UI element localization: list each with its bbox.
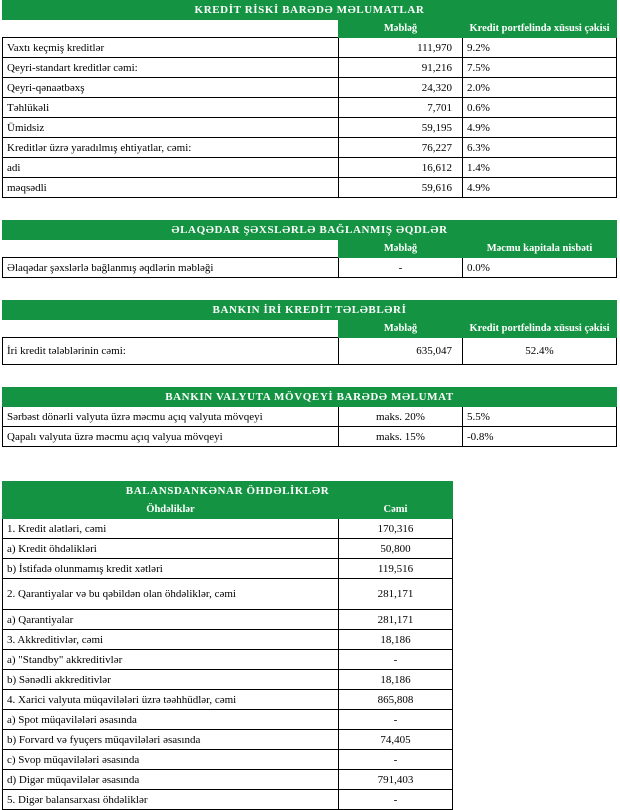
column-header-amount: Məbləğ (339, 20, 463, 38)
table-row (3, 178, 617, 198)
row-amount: 76,227 (339, 138, 463, 158)
row-value: -0.8% (463, 427, 617, 447)
row-amount: 635,047 (339, 338, 463, 365)
row-label: Vaxtı keçmiş kreditlər (3, 38, 339, 58)
row-value: - (339, 750, 453, 770)
row-value: 170,316 (339, 519, 453, 539)
row-label: Əlaqədar şəxslərlə bağlanmış əqdlərin məbləği (3, 258, 339, 278)
table-row (3, 519, 453, 539)
row-amount: 91,216 (339, 58, 463, 78)
section-related-parties (2, 220, 617, 278)
row-label: b) İstifadə olunmamış kredit xətləri (3, 559, 339, 579)
column-header-blank (3, 320, 339, 338)
row-label: 4. Xarici valyuta müqavilələri üzrə təəhhüdlər, cəmi (3, 690, 339, 710)
row-value: 50,800 (339, 539, 453, 559)
row-label: a) Spot müqavilələri əsasında (3, 710, 339, 730)
section-title-row (3, 301, 617, 320)
section-title: KREDİT RİSKİ BARƏDƏ MƏLUMATLAR (3, 1, 617, 20)
row-value: 281,171 (339, 579, 453, 610)
row-label: c) Svop müqavilələri əsasında (3, 750, 339, 770)
table-row (3, 78, 617, 98)
table-row (3, 258, 617, 278)
row-label: Ümidsiz (3, 118, 339, 138)
row-share: 4.9% (463, 178, 617, 198)
row-label: a) Kredit öhdəlikləri (3, 539, 339, 559)
section-title: ƏLAQƏDAR ŞƏXSLƏRLƏ BAĞLANMIŞ ƏQDLƏR (3, 221, 617, 240)
column-header-row (3, 20, 617, 38)
column-header-row (3, 320, 617, 338)
row-value: 281,171 (339, 610, 453, 630)
section-title-row (3, 388, 617, 407)
column-header-blank (3, 240, 339, 258)
row-label: a) Qarantiyalar (3, 610, 339, 630)
row-value: - (339, 790, 453, 810)
table-row (3, 118, 617, 138)
row-label: 5. Digər balansarxası öhdəliklər (3, 790, 339, 810)
row-label: İri kredit tələblərinin cəmi: (3, 338, 339, 365)
row-value: 791,403 (339, 770, 453, 790)
section-credit-risk (2, 0, 617, 198)
table-row (3, 790, 453, 810)
row-share: 9.2% (463, 38, 617, 58)
row-label: adi (3, 158, 339, 178)
row-amount: 24,320 (339, 78, 463, 98)
row-value: 18,186 (339, 630, 453, 650)
row-label: d) Digər müqavilələr əsasında (3, 770, 339, 790)
row-label: Kreditlər üzrə yaradılmış ehtiyatlar, cəmi: (3, 138, 339, 158)
section-title-row (3, 1, 617, 20)
table-row (3, 407, 617, 427)
section-title: BANKIN VALYUTA MÖVQEYİ BARƏDƏ MƏLUMAT (3, 388, 617, 407)
row-label: b) Sənədli akkreditivlər (3, 670, 339, 690)
row-amount: 16,612 (339, 158, 463, 178)
row-label: Qeyri-qənaətbəxş (3, 78, 339, 98)
row-amount: 7,701 (339, 98, 463, 118)
table-row (3, 650, 453, 670)
table-row (3, 338, 617, 365)
table-row (3, 158, 617, 178)
section-title: BALANSDANKƏNAR ÖHDƏLİKLƏR (3, 482, 453, 501)
row-label: 2. Qarantiyalar və bu qəbildən olan öhdəliklər, cəmi (3, 579, 339, 610)
column-header-amount: Məbləğ (339, 240, 463, 258)
section-title-row (3, 221, 617, 240)
row-label: 3. Akkreditivlər, cəmi (3, 630, 339, 650)
column-header-capital-ratio: Məcmu kapitala nisbəti (463, 240, 617, 258)
spacer (0, 278, 620, 300)
row-label: Qeyri-standart kreditlər cəmi: (3, 58, 339, 78)
column-header-row (3, 240, 617, 258)
row-value: 119,516 (339, 559, 453, 579)
table-row (3, 710, 453, 730)
column-header-share: Kredit portfelində xüsusi çəkisi (463, 20, 617, 38)
section-large-credits (2, 300, 617, 365)
row-label: 1. Kredit alətləri, cəmi (3, 519, 339, 539)
column-header-total: Cəmi (339, 501, 453, 519)
row-share: 4.9% (463, 118, 617, 138)
column-header-amount: Məbləğ (339, 320, 463, 338)
row-label: a) "Standby" akkreditivlər (3, 650, 339, 670)
table-row (3, 58, 617, 78)
row-label: Təhlükəli (3, 98, 339, 118)
row-share: 52.4% (463, 338, 617, 365)
row-share: 2.0% (463, 78, 617, 98)
row-value: 18,186 (339, 670, 453, 690)
column-header-obligations: Öhdəliklər (3, 501, 339, 519)
row-ratio: 0.0% (463, 258, 617, 278)
table-row (3, 138, 617, 158)
row-label: b) Forvard və fyuçers müqavilələri əsasında (3, 730, 339, 750)
row-share: 1.4% (463, 158, 617, 178)
table-row (3, 630, 453, 650)
table-row (3, 610, 453, 630)
section-title-row (3, 482, 453, 501)
section-currency-position (2, 387, 617, 447)
table-row (3, 98, 617, 118)
section-title: BANKIN İRİ KREDİT TƏLƏBLƏRİ (3, 301, 617, 320)
table-row (3, 38, 617, 58)
row-label: Qapalı valyuta üzrə məcmu açıq valyua mövqeyi (3, 427, 339, 447)
spacer (0, 198, 620, 220)
row-amount: 59,616 (339, 178, 463, 198)
row-share: 0.6% (463, 98, 617, 118)
row-value: 74,405 (339, 730, 453, 750)
row-value: 5.5% (463, 407, 617, 427)
row-amount: 59,195 (339, 118, 463, 138)
table-row (3, 579, 453, 610)
spacer (0, 447, 620, 481)
row-value: 865,808 (339, 690, 453, 710)
row-label: Sərbəst dönərli valyuta üzrə məcmu açıq valyuta mövqeyi (3, 407, 339, 427)
row-value: - (339, 710, 453, 730)
row-value: - (339, 650, 453, 670)
column-header-blank (3, 20, 339, 38)
row-amount: - (339, 258, 463, 278)
column-header-row (3, 501, 453, 519)
table-row (3, 670, 453, 690)
spacer (0, 365, 620, 387)
row-share: 6.3% (463, 138, 617, 158)
table-row (3, 539, 453, 559)
table-row (3, 559, 453, 579)
row-label: məqsədli (3, 178, 339, 198)
table-row (3, 730, 453, 750)
row-limit: maks. 15% (339, 427, 463, 447)
table-row (3, 427, 617, 447)
table-row (3, 750, 453, 770)
row-amount: 111,970 (339, 38, 463, 58)
table-row (3, 690, 453, 710)
row-share: 7.5% (463, 58, 617, 78)
row-limit: maks. 20% (339, 407, 463, 427)
column-header-share: Kredit portfelində xüsusi çəkisi (463, 320, 617, 338)
table-row (3, 770, 453, 790)
